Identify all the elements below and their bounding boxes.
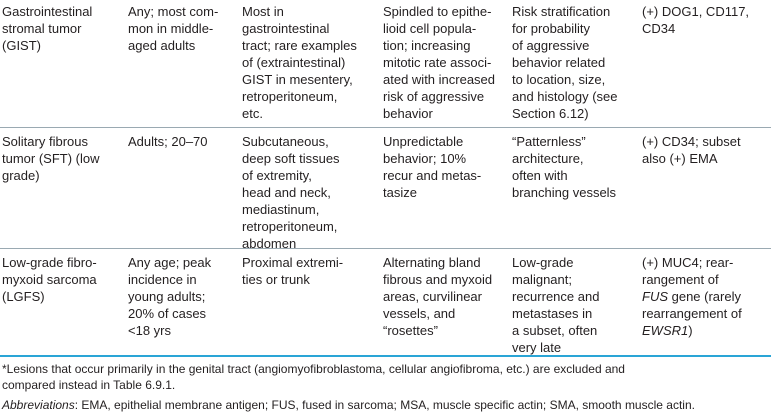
row-divider <box>0 127 771 128</box>
cell-behavior: “Patternless” architecture, often with branching vessels <box>512 134 617 200</box>
gene-name: EWSR1 <box>642 323 689 338</box>
cell-markers: (+) CD34; subset also (+) EMA <box>642 134 741 166</box>
cell-lesion: Gastrointestinal stromal tumor (GIST) <box>2 4 93 53</box>
abbreviations-text: : EMA, epithelial membrane antigen; FUS, fused in sarcoma; MSA, muscle specific actin; SMA, smooth muscle actin. <box>74 398 695 412</box>
footnote-abbreviations <box>2 397 768 413</box>
markers-line: (+) MUC4; rear- <box>642 255 734 270</box>
gene-name: FUS <box>642 289 668 304</box>
markers-line <box>642 322 768 339</box>
cell-age: Adults; 20–70 <box>128 134 208 149</box>
markers-text: ) <box>688 323 693 338</box>
cell-histology: Spindled to epithe- lioid cell popula- tion; increasing mitotic rate associ- ated with increased risk of aggressive behavior <box>383 4 496 121</box>
markers-line: rearrangement of <box>642 306 742 321</box>
cell-behavior: Low-grade malignant; recurrence and metastases in a subset, often very late <box>512 255 600 355</box>
markers-text: gene (rarely <box>668 289 741 304</box>
cell-age: Any age; peak incidence in young adults; 20% of cases <18 yrs <box>128 255 212 338</box>
cell-location: Subcutaneous, deep soft tissues of extremity, head and neck, mediastinum, retroperitoneum, abdomen <box>242 134 340 251</box>
cell-location: Proximal extremi- ties or trunk <box>242 255 344 287</box>
cell-lesion: Low-grade fibro- myxoid sarcoma (LGFS) <box>2 255 97 304</box>
cell-lesion: Solitary fibrous tumor (SFT) (low grade) <box>2 134 100 183</box>
cell-location: Most in gastrointestinal tract; rare examples of (extraintestinal) GIST in mesentery, retroperitoneum, etc. <box>242 4 357 121</box>
footnote-asterisk: *Lesions that occur primarily in the genital tract (angiomyofibroblastoma, cellular angiofibroma, etc.) are excluded and compared instead in Table 6.9.1. <box>2 362 625 392</box>
cell-markers <box>642 254 768 339</box>
cell-behavior: Risk stratification for probability of aggressive behavior related to location, size, and histology (see Section 6.12) <box>512 4 618 121</box>
cell-histology: Unpredictable behavior; 10% recur and metas- tasize <box>383 134 482 200</box>
markers-line: rangement of <box>642 272 719 287</box>
table-bottom-rule <box>0 355 771 357</box>
cell-markers: (+) DOG1, CD117, CD34 <box>642 4 750 36</box>
row-divider <box>0 248 771 249</box>
markers-line <box>642 288 768 305</box>
cell-histology: Alternating bland fibrous and myxoid areas, curvilinear vessels, and “rosettes” <box>383 255 493 338</box>
cell-age: Any; most com- mon in middle- aged adults <box>128 4 219 53</box>
abbreviations-label: Abbreviations <box>2 398 75 412</box>
